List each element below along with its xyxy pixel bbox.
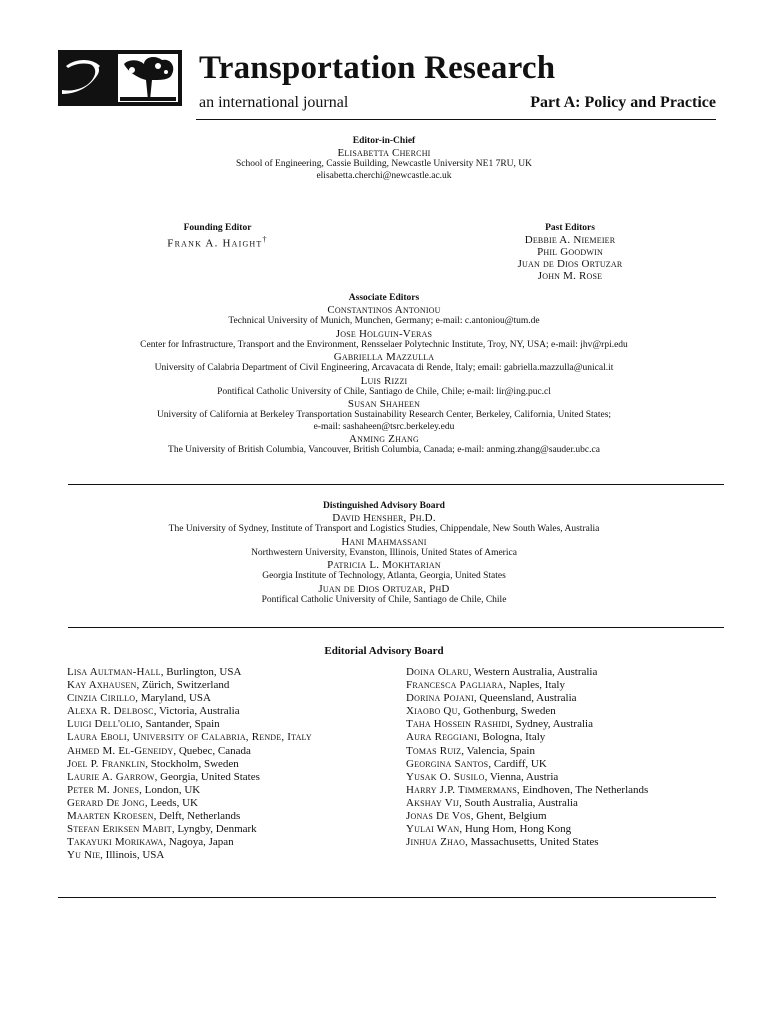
distinguished-board-label: Distinguished Advisory Board: [323, 501, 445, 511]
member-name: Maarten Kroesen: [67, 810, 154, 823]
member-location: , Ghent, Belgium: [470, 810, 547, 823]
member-location: , Lyngby, Denmark: [171, 823, 257, 836]
masthead-rule: [196, 119, 716, 120]
member-location: , Sydney, Australia: [509, 718, 593, 731]
editor-in-chief-affiliation: School of Engineering, Cassie Building, Newcastle University NE1 7RU, UK: [235, 159, 533, 169]
editorial-board-member: [406, 797, 648, 810]
associate-editor-affiliation: Pontifical Catholic University of Chile, Santiago de Chile, Chile; e-mail: lir@ing.puc.cl: [217, 386, 551, 397]
past-editors-label: Past Editors: [545, 223, 595, 233]
member-location: , Queensland, Australia: [473, 692, 577, 705]
member-name: Georgina Santos: [406, 757, 489, 770]
member-name: Luigi Dell'olio: [67, 718, 141, 731]
distinguished-member-affiliation: Georgia Institute of Technology, Atlanta, Georgia, United States: [262, 571, 506, 581]
member-location: , Zürich, Switzerland: [136, 679, 230, 692]
member-location: , Massachusetts, United States: [465, 836, 599, 849]
editorial-board-member: [406, 718, 648, 731]
past-editor-name: John M. Rose: [537, 270, 603, 282]
past-editor-name: Debbie A. Niemeier: [524, 234, 616, 246]
member-name: Stefan Eriksen Mabit: [67, 823, 172, 836]
editorial-board-member: [67, 692, 312, 705]
member-name: Yulai Wan: [406, 823, 460, 836]
associate-editor-affiliation: Technical University of Munich, Munchen, Germany; e-mail: c.antoniou@tum.de: [228, 316, 540, 326]
distinguished-member-name: Juan de Dios Ortuzar, PhD: [318, 582, 450, 595]
member-location: , Nagoya, Japan: [163, 836, 234, 849]
associate-editor-name: Anming Zhang: [348, 433, 420, 445]
journal-part: Part A: Policy and Practice: [530, 94, 716, 111]
editorial-board-left-column: [67, 666, 312, 862]
distinguished-member-affiliation: The University of Sydney, Institute of Transport and Logistics Studies, Chippendale, New South Wales, Australia: [168, 524, 600, 534]
member-name: Gerard De Jong: [67, 796, 145, 809]
associate-editor-name: Constantinos Antoniou: [327, 304, 441, 316]
founding-editor-label: Founding Editor: [183, 223, 252, 233]
distinguished-member-affiliation: Northwestern University, Evanston, Illinois, United States of America: [251, 547, 517, 558]
member-name: Peter M. Jones: [67, 783, 140, 796]
member-name: Yu Nie: [67, 849, 101, 862]
member-location: , Vienna, Austria: [484, 770, 559, 783]
journal-logo-icon: [58, 50, 182, 106]
member-name: Laura Eboli, University of Calabria, Rende, Italy: [67, 731, 312, 744]
member-name: Xiaobo Qu: [406, 705, 458, 718]
member-location: , Cardiff, UK: [488, 757, 547, 770]
founding-editor-block: [130, 222, 305, 250]
editorial-board-member: [67, 758, 312, 771]
editorial-board-member: [67, 666, 312, 679]
associate-editors-label: Associate Editors: [348, 293, 420, 303]
member-location: , Leeds, UK: [144, 796, 198, 809]
member-location: , Santander, Spain: [140, 718, 220, 731]
associate-editor-affiliation: University of Calabria Department of Civil Engineering, Arcavacata di Rende, Italy; email: gabriella.mazzulla@unical.it: [154, 363, 614, 373]
distinguished-member-name: Hani Mahmassani: [341, 535, 427, 548]
member-name: Laurie A. Garrow: [67, 770, 155, 783]
editorial-board-member: [67, 679, 312, 692]
associate-editor-affiliation: e-mail: sashaheen@tsrc.berkeley.edu: [313, 421, 455, 432]
member-name: Aura Reggiani: [406, 731, 477, 744]
member-location: , Naples, Italy: [503, 679, 565, 692]
editorial-board-member: [67, 823, 312, 836]
editorial-board-member: [67, 718, 312, 731]
editorial-board-member: [406, 823, 648, 836]
member-name: Lisa Aultman-Hall: [67, 666, 161, 678]
member-name: Jonas De Vos: [406, 810, 471, 823]
editor-in-chief-email: elisabetta.cherchi@newcastle.ac.uk: [316, 170, 452, 181]
associate-editor-name: Gabriella Mazzulla: [333, 351, 435, 363]
editorial-board-member: [67, 731, 312, 744]
member-location: , Georgia, United States: [154, 770, 260, 783]
member-name: Taha Hossein Rashidi: [406, 718, 510, 731]
editorial-board-member: [67, 784, 312, 797]
editorial-board-label: Editorial Advisory Board: [324, 645, 444, 657]
member-location: , Valencia, Spain: [461, 744, 535, 757]
member-name: Jinhua Zhao: [406, 836, 466, 849]
associate-editor-affiliation: University of California at Berkeley Transportation Sustainability Research Center, Berkeley, California, United States;: [156, 410, 612, 420]
member-location: , Victoria, Australia: [153, 705, 240, 718]
editor-in-chief-name: Elisabetta Cherchi: [337, 147, 431, 159]
editorial-board-member: [67, 836, 312, 849]
journal-title: Transportation Research: [199, 50, 556, 86]
member-name: Francesca Pagliara: [406, 679, 504, 692]
journal-subtitle: an international journal: [199, 94, 349, 111]
member-location: , Quebec, Canada: [173, 744, 251, 757]
member-location: , Burlington, USA: [160, 666, 242, 678]
editorial-board-member: [67, 771, 312, 784]
member-name: Yusak O. Susilo: [406, 770, 485, 783]
editorial-board-member: [67, 705, 312, 718]
member-location: , South Australia, Australia: [459, 796, 578, 809]
past-editor-name: Juan de Dios Ortuzar: [517, 258, 623, 270]
page-bottom-rule: [58, 897, 716, 898]
distinguished-board-block: [0, 500, 768, 606]
editorial-board-member: [406, 745, 648, 758]
member-name: Harry J.P. Timmermans: [406, 783, 517, 796]
founding-editor-name: Frank A. Haight†: [167, 235, 268, 250]
member-name: Doina Olaru: [406, 666, 469, 678]
member-name: Dorina Pojani: [406, 692, 474, 705]
member-location: , Western Australia, Australia: [468, 666, 598, 678]
editorial-board-member: [406, 705, 648, 718]
section-divider: [68, 484, 724, 485]
member-location: , Delft, Netherlands: [153, 810, 241, 823]
member-name: Tomas Ruiz: [406, 744, 462, 757]
distinguished-member-affiliation: Pontifical Catholic University of Chile, Santiago de Chile, Chile: [261, 594, 507, 605]
editorial-board-member: [406, 666, 648, 679]
past-editor-name: Phil Goodwin: [537, 246, 603, 258]
associate-editor-name: Jose Holguin-Veras: [335, 327, 433, 340]
editorial-board-member: [406, 810, 648, 823]
member-name: Akshay Vij: [406, 796, 460, 809]
editorial-board-member: [67, 849, 312, 862]
editor-in-chief-label: Editor-in-Chief: [352, 136, 416, 146]
member-name: Takayuki Morikawa: [67, 836, 164, 849]
associate-editor-affiliation: Center for Infrastructure, Transport and the Environment, Rensselaer Polytechnic Institute, Troy, NY, USA; e-mail: jhv@rpi.edu: [140, 339, 628, 350]
editorial-board-member: [67, 810, 312, 823]
member-name: Cinzia Cirillo: [67, 692, 136, 705]
associate-editors-block: [0, 292, 768, 457]
member-location: , Bologna, Italy: [476, 731, 546, 744]
member-name: Kay Axhausen: [67, 679, 137, 692]
section-divider: [68, 627, 724, 628]
editorial-board-member: [406, 836, 648, 849]
editorial-board-member: [67, 797, 312, 810]
member-name: Joel P. Franklin: [67, 757, 146, 770]
member-location: , London, UK: [139, 783, 201, 796]
member-name: Alexa R. Delbosc: [67, 705, 154, 718]
distinguished-member-name: David Hensher, Ph.D.: [332, 512, 436, 524]
editorial-board-member: [406, 679, 648, 692]
editorial-board-member: [406, 784, 648, 797]
member-location: , Hung Hom, Hong Kong: [459, 823, 572, 836]
member-location: , Eindhoven, The Netherlands: [516, 783, 649, 796]
editorial-board-member: [406, 771, 648, 784]
distinguished-member-name: Patricia L. Mokhtarian: [327, 559, 441, 571]
member-name: Ahmed M. El-Geneidy: [67, 744, 174, 757]
member-location: , Illinois, USA: [100, 849, 165, 862]
editorial-board-right-column: [406, 666, 648, 849]
member-location: , Maryland, USA: [135, 692, 211, 705]
editor-in-chief-block: [0, 135, 768, 182]
editorial-board-member: [67, 745, 312, 758]
editorial-board-member: [406, 731, 648, 744]
associate-editor-name: Susan Shaheen: [347, 398, 421, 410]
associate-editor-name: Luis Rizzi: [360, 374, 408, 387]
member-location: , Stockholm, Sweden: [145, 757, 239, 770]
associate-editor-affiliation: The University of British Columbia, Vancouver, British Columbia, Canada; e-mail: anming.zhang@sauder.ubc.ca: [168, 445, 600, 455]
editorial-board-member: [406, 758, 648, 771]
past-editors-block: [470, 222, 670, 282]
member-location: , Gothenburg, Sweden: [457, 705, 556, 718]
editorial-board-member: [406, 692, 648, 705]
